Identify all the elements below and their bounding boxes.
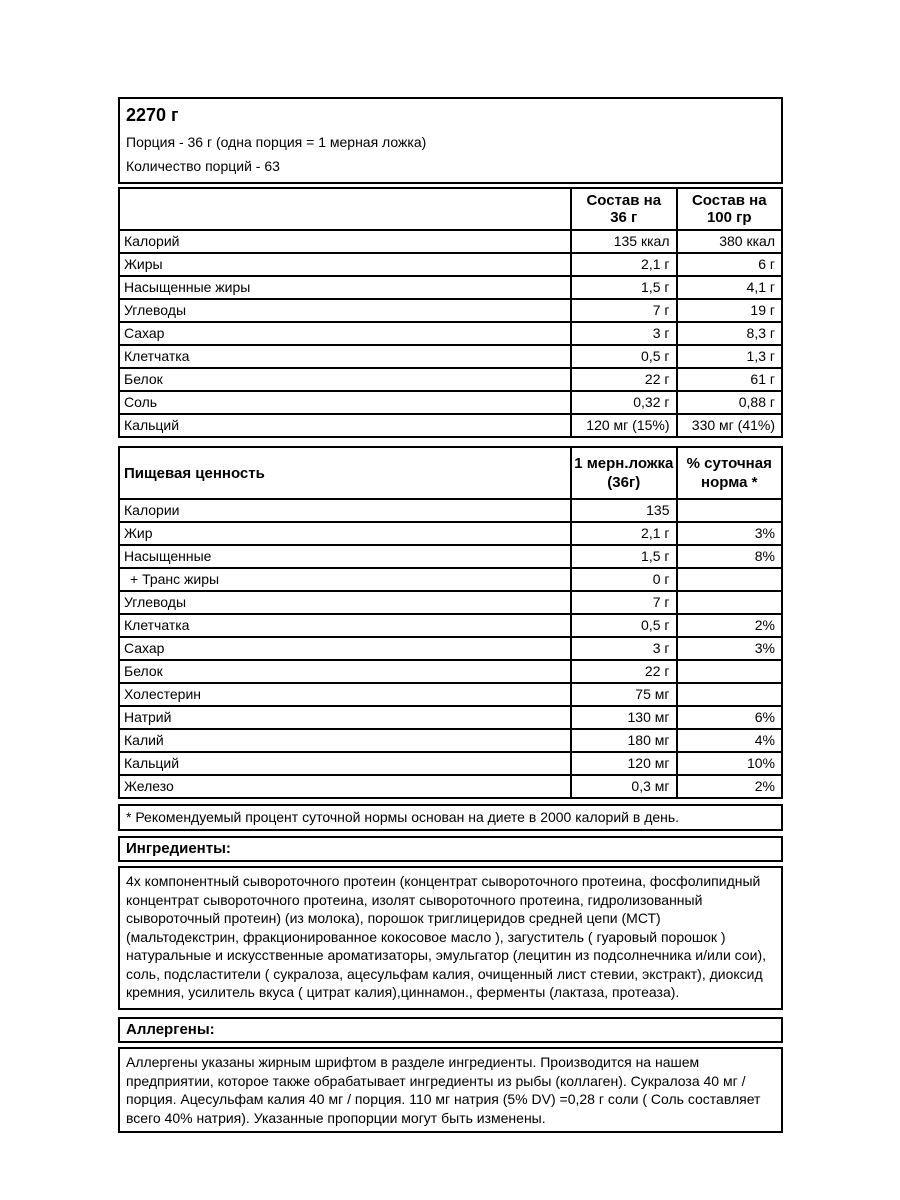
row-label: Углеводы: [124, 594, 187, 610]
value-per-100g: 4,1 г: [676, 277, 782, 298]
table-row: [120, 298, 781, 321]
row-label: Жир: [124, 525, 153, 541]
value-per-serving: 2,1 г: [570, 523, 676, 544]
value-per-36g: 1,5 г: [570, 277, 676, 298]
value-per-serving: 1,5 г: [570, 546, 676, 567]
table-row: [120, 229, 781, 252]
row-label: Клетчатка: [124, 617, 190, 633]
daily-value-percent: 8%: [676, 546, 782, 567]
ingredients-text: [118, 866, 783, 1010]
table-row: [120, 344, 781, 367]
table-row: [120, 252, 781, 275]
composition-col-header-100g: [676, 189, 782, 229]
row-label: + Транс жиры: [130, 571, 220, 587]
footnote-text: * Рекомендуемый процент суточной нормы основан на диете в 2000 калорий в день.: [126, 809, 680, 825]
table-row: [120, 275, 781, 298]
value-per-serving: 22 г: [570, 661, 676, 682]
daily-value-percent: 2%: [676, 776, 782, 797]
row-label: Соль: [124, 394, 158, 410]
allergens-paragraph: Аллергены указаны жирным шрифтом в разделе ингредиенты. Производится на нашем предприятии, которое также обрабатывает ингредиенты из рыбы (коллаген). Сукралоза 40 мг / порция. Ацесульфам калия 40 мг / порция. 110 мг натрия (5% DV) =0,28 г соли ( Соль составляет всего 40% натрия). Указанные пропорции могут быть изменены.: [126, 1054, 761, 1126]
product-header: [118, 97, 783, 184]
row-label: Натрий: [124, 709, 172, 725]
table-row: [120, 774, 781, 797]
col-header-line: 36 г: [610, 209, 638, 226]
value-per-100g: 330 мг (41%): [676, 415, 782, 436]
value-per-100g: 1,3 г: [676, 346, 782, 367]
table-row: [120, 390, 781, 413]
table-row: [120, 321, 781, 344]
row-label: Калий: [124, 732, 164, 748]
value-per-100g: 380 ккал: [676, 231, 782, 252]
row-label: Калории: [124, 502, 180, 518]
daily-value-percent: [676, 661, 782, 682]
row-label: Белок: [124, 663, 163, 679]
product-weight: 2270 г: [126, 105, 179, 125]
value-per-serving: 0 г: [570, 569, 676, 590]
value-per-100g: 19 г: [676, 300, 782, 321]
allergens-title: [118, 1017, 783, 1043]
value-per-36g: 7 г: [570, 300, 676, 321]
daily-value-percent: 2%: [676, 615, 782, 636]
daily-value-percent: [676, 592, 782, 613]
value-per-serving: 135: [570, 500, 676, 521]
daily-value-percent: 3%: [676, 638, 782, 659]
table-row: [120, 636, 781, 659]
value-per-100g: 6 г: [676, 254, 782, 275]
value-per-100g: 8,3 г: [676, 323, 782, 344]
nutrition-table-title: Пищевая ценность: [124, 464, 265, 482]
daily-value-percent: [676, 684, 782, 705]
col-header-line: Состав на: [691, 192, 767, 209]
daily-value-percent: 10%: [676, 753, 782, 774]
ingredients-title-text: Ингредиенты:: [126, 840, 231, 857]
table-row: [120, 413, 781, 436]
table-row: [120, 659, 781, 682]
ingredients-title: [118, 836, 783, 862]
allergens-title-text: Аллергены:: [126, 1021, 215, 1038]
col-header-line: % суточная: [686, 455, 772, 472]
value-per-36g: 0,32 г: [570, 392, 676, 413]
ingredients-paragraph: 4х компонентный сывороточного протеин (концентрат сывороточного протеина, фосфолипидный концентрат сывороточного протеина, изолят сывороточного протеина, гидролизованный сывороточный протеин) (из молока), порошок триглицеридов средней цепи (МСТ) (мальтодекстрин, фракционированное кокосовое масло ), загуститель ( гуаровый порошок ) натуральные и искусственные ароматизаторы, эмульгатор (лецитин из подсолнечника и/или сои), соль, подсластители ( сукралоза, ацесульфам калия, очищенный лист стевии, экстракт), диоксид кремния, усилитель вкуса ( цитрат калия),циннамон., ферменты (лактаза, протеаза).: [126, 873, 767, 1000]
value-per-36g: 120 мг (15%): [570, 415, 676, 436]
value-per-serving: 180 мг: [570, 730, 676, 751]
composition-header-spacer: [120, 189, 570, 229]
col-header-line: Состав на: [586, 192, 662, 209]
row-label: Холестерин: [124, 686, 201, 702]
row-label: Кальций: [124, 417, 180, 433]
nutrition-col-header-daily: [676, 448, 782, 498]
value-per-36g: 2,1 г: [570, 254, 676, 275]
row-label: Белок: [124, 371, 163, 387]
col-header-line: (36г): [607, 474, 641, 491]
row-label: Клетчатка: [124, 348, 190, 364]
nutrition-table: [118, 446, 783, 799]
value-per-36g: 0,5 г: [570, 346, 676, 367]
value-per-serving: 3 г: [570, 638, 676, 659]
row-label: Сахар: [124, 325, 165, 341]
table-row: [120, 544, 781, 567]
daily-value-percent: [676, 569, 782, 590]
row-label: Насыщенные жиры: [124, 279, 251, 295]
table-row: [120, 521, 781, 544]
value-per-36g: 135 ккал: [570, 231, 676, 252]
row-label: Сахар: [124, 640, 165, 656]
daily-value-percent: 3%: [676, 523, 782, 544]
nutrition-header-row: [120, 448, 781, 498]
table-row: [120, 590, 781, 613]
table-row: [120, 705, 781, 728]
value-per-serving: 75 мг: [570, 684, 676, 705]
daily-value-percent: [676, 500, 782, 521]
row-label: Насыщенные: [124, 548, 212, 564]
nutrition-col-header-serving: [570, 448, 676, 498]
allergens-text: [118, 1047, 783, 1133]
table-row: [120, 613, 781, 636]
value-per-serving: 0,5 г: [570, 615, 676, 636]
row-label: Калорий: [124, 233, 180, 249]
composition-table: [118, 187, 783, 438]
value-per-serving: 130 мг: [570, 707, 676, 728]
value-per-serving: 0,3 мг: [570, 776, 676, 797]
row-label: Железо: [124, 778, 174, 794]
row-label: Жиры: [124, 256, 163, 272]
table-row: [120, 728, 781, 751]
table-row: [120, 367, 781, 390]
table-row: [120, 498, 781, 521]
composition-col-header-36g: [570, 189, 676, 229]
value-per-serving: 7 г: [570, 592, 676, 613]
row-label: Углеводы: [124, 302, 187, 318]
row-label: Кальций: [124, 755, 180, 771]
serving-size-line: Порция - 36 г (одна порция = 1 мерная ложка): [126, 134, 427, 150]
value-per-serving: 120 мг: [570, 753, 676, 774]
value-per-100g: 61 г: [676, 369, 782, 390]
value-per-100g: 0,88 г: [676, 392, 782, 413]
daily-value-footnote: [118, 804, 783, 831]
table-row: [120, 567, 781, 590]
table-row: [120, 682, 781, 705]
value-per-36g: 3 г: [570, 323, 676, 344]
servings-count-line: Количество порций - 63: [126, 158, 280, 174]
daily-value-percent: 6%: [676, 707, 782, 728]
nutrition-label: [118, 97, 783, 1140]
value-per-36g: 22 г: [570, 369, 676, 390]
table-row: [120, 751, 781, 774]
col-header-line: норма *: [701, 474, 758, 491]
composition-header-row: [120, 189, 781, 229]
col-header-line: 1 мерн.ложка: [574, 455, 674, 472]
col-header-line: 100 гр: [706, 209, 752, 226]
daily-value-percent: 4%: [676, 730, 782, 751]
